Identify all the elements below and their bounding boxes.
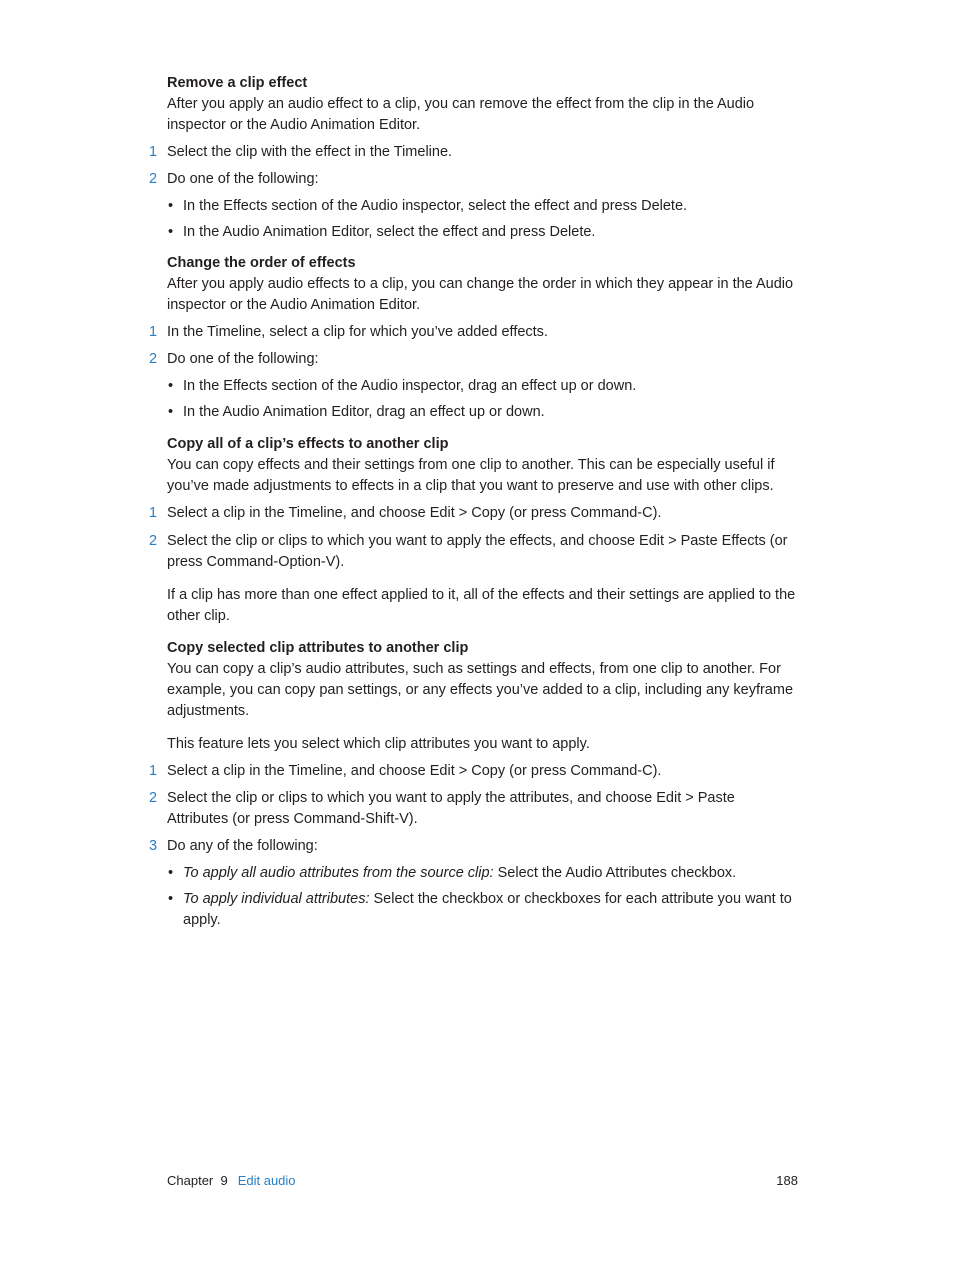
section-intro: This feature lets you select which clip attributes you want to apply. [167, 736, 590, 752]
step-item [149, 836, 797, 857]
step-item [149, 761, 797, 782]
section-heading: Change the order of effects [167, 255, 356, 271]
step-number: 2 [149, 790, 158, 806]
page-footer [167, 1172, 798, 1190]
step-number: 1 [149, 763, 158, 779]
footer-chapter: Chapter 9 [167, 1173, 228, 1188]
bullet-text: Select the checkbox or checkboxes for each attribute you want to apply. [183, 891, 792, 928]
step-number: 2 [149, 171, 158, 187]
footer-chapter-link[interactable]: Edit audio [237, 1173, 296, 1188]
step-text: Do one of the following: [167, 171, 319, 187]
step-number: 2 [149, 533, 158, 549]
section-intro: You can copy effects and their settings from one clip to another. This can be especially useful if you’ve made adjustments to effects in a clip that you want to preserve and use with other clips. [167, 457, 775, 494]
bullet-dot-icon: • [168, 404, 174, 420]
step-item [149, 503, 797, 524]
step-number: 1 [149, 505, 158, 521]
section-heading: Copy selected clip attributes to another clip [167, 640, 469, 656]
bullet-dot-icon: • [168, 378, 174, 394]
section-remove-clip-effect [149, 73, 797, 243]
step-text: Select a clip in the Timeline, and choose Edit > Copy (or press Command-C). [167, 505, 662, 521]
section-change-order [149, 253, 797, 423]
bullet-lead: To apply individual attributes: [183, 891, 370, 907]
section-heading: Remove a clip effect [167, 75, 308, 91]
step-text: Do any of the following: [167, 838, 318, 854]
step-item [149, 788, 797, 830]
step-text: Select the clip or clips to which you want to apply the attributes, and choose Edit > Paste Attributes (or press Command-Shift-V). [167, 790, 735, 827]
bullet-dot-icon: • [168, 224, 174, 240]
step-text: Do one of the following: [167, 351, 319, 367]
section-copy-attributes [149, 638, 797, 931]
step-number: 2 [149, 351, 158, 367]
bullet-item [167, 222, 797, 243]
step-item [149, 142, 797, 163]
page-number: 188 [776, 1173, 798, 1188]
bullet-text: In the Effects section of the Audio inspector, drag an effect up or down. [183, 378, 637, 394]
step-number: 1 [149, 144, 158, 160]
step-text: Select the clip or clips to which you want to apply the effects, and choose Edit > Paste Effects (or press Command-Option-V). [167, 533, 788, 570]
bullet-text: In the Effects section of the Audio inspector, select the effect and press Delete. [183, 198, 688, 214]
bullet-dot-icon: • [168, 865, 174, 881]
bullet-dot-icon: • [168, 198, 174, 214]
section-intro: After you apply audio effects to a clip, you can change the order in which they appear in the Audio inspector or the Audio Animation Editor. [167, 276, 794, 313]
step-text: Select a clip in the Timeline, and choose Edit > Copy (or press Command-C). [167, 763, 662, 779]
bullet-text: In the Audio Animation Editor, select the effect and press Delete. [183, 224, 596, 240]
section-intro: You can copy a clip’s audio attributes, such as settings and effects, from one clip to another. For example, you can copy pan settings, or any effects you’ve added to a clip, including any keyframe adjustments. [167, 661, 794, 719]
bullet-item [167, 863, 797, 884]
section-note: If a clip has more than one effect applied to it, all of the effects and their settings are applied to the other clip. [167, 587, 796, 624]
bullet-text: Select the Audio Attributes checkbox. [493, 865, 737, 881]
bullet-text: In the Audio Animation Editor, drag an effect up or down. [183, 404, 545, 420]
bullet-item [167, 376, 797, 397]
step-text: Select the clip with the effect in the Timeline. [167, 144, 453, 160]
bullet-item [167, 889, 797, 931]
section-intro: After you apply an audio effect to a clip, you can remove the effect from the clip in the Audio inspector or the Audio Animation Editor. [167, 96, 755, 133]
step-text: In the Timeline, select a clip for which you’ve added effects. [167, 324, 548, 340]
step-item [149, 169, 797, 190]
step-number: 1 [149, 324, 158, 340]
step-item [149, 531, 797, 573]
section-heading: Copy all of a clip’s effects to another clip [167, 436, 449, 452]
bullet-item [167, 196, 797, 217]
bullet-item [167, 402, 797, 423]
step-item [149, 322, 797, 343]
step-number: 3 [149, 838, 158, 854]
bullet-lead: To apply all audio attributes from the source clip: [183, 865, 494, 881]
step-item [149, 349, 797, 370]
section-copy-all-effects [149, 434, 797, 627]
bullet-dot-icon: • [168, 891, 174, 907]
